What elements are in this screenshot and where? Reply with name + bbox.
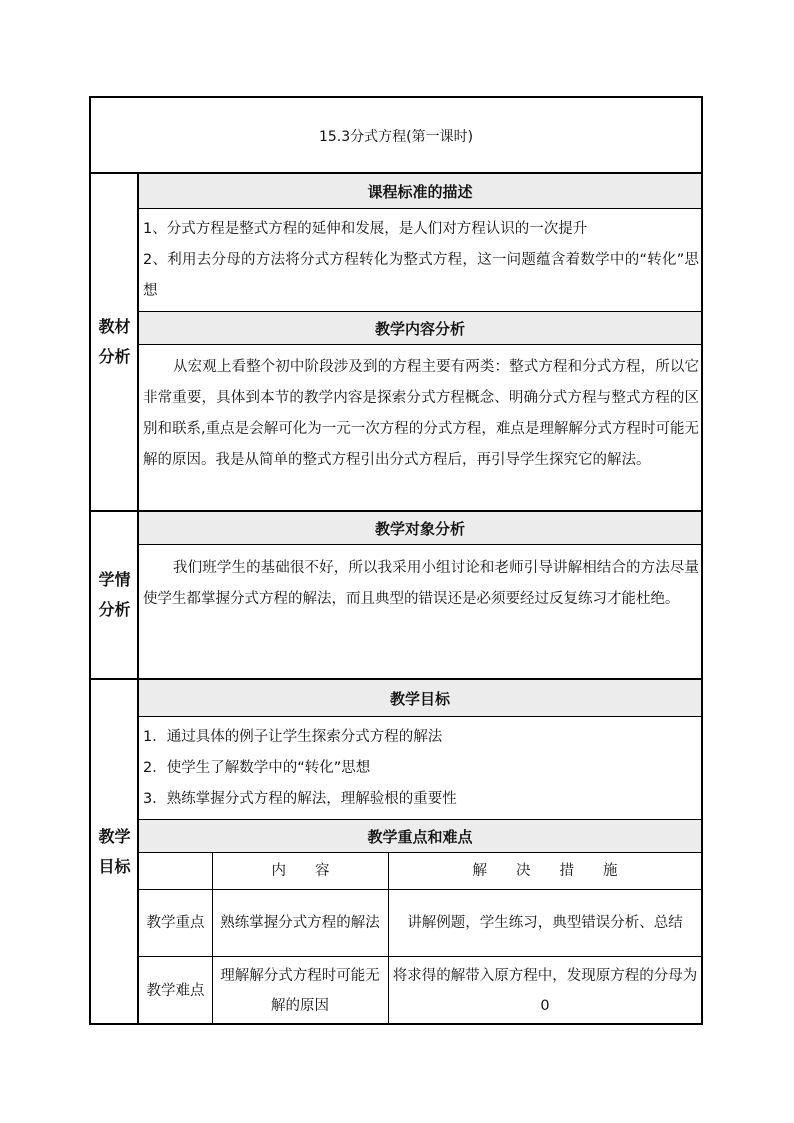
side-label-goals — [91, 680, 138, 1024]
goals-list — [143, 722, 699, 815]
table-cell-content: 理解解分式方程时可能无解的原因 — [220, 967, 380, 1014]
section-head-goals: 教学目标 — [139, 680, 701, 716]
divider — [139, 208, 701, 209]
divider — [139, 544, 701, 545]
side-label-text: 分析 — [98, 347, 131, 366]
table-header-measures: 解 决 措 施 — [472, 863, 618, 879]
divider — [139, 716, 701, 717]
side-label-text: 教材 — [98, 317, 131, 336]
side-label-text: 教学 — [98, 827, 131, 846]
side-label-text: 分析 — [98, 600, 131, 619]
section-head-content: 教学内容分析 — [139, 312, 701, 344]
list-item: 1．通过具体的例子让学生探索分式方程的解法 — [143, 729, 443, 745]
table-row-label: 教学重点 — [146, 915, 205, 931]
list-item: 1、分式方程是整式方程的延伸和发展，是人们对方程认识的一次提升 — [143, 221, 588, 237]
side-label-text: 目标 — [98, 857, 131, 876]
students-paragraph: 我们班学生的基础很不好，所以我采用小组讨论和老师引导讲解相结合的方法尽量使学生都掌握分式方程的解法，而且典型的错误还是必须要经过反复练习才能杜绝。 — [143, 560, 699, 607]
section-head-standard: 课程标准的描述 — [139, 174, 701, 208]
divider — [139, 344, 701, 345]
table-header-content: 内 容 — [271, 863, 330, 879]
list-item: 2、利用去分母的方法将分式方程转化为整式方程，这一问题蕴含着数学中的“转化”思想 — [143, 252, 699, 299]
side-label-students — [91, 512, 138, 678]
section-head-keypoints: 教学重点和难点 — [139, 820, 701, 852]
section-head-students: 教学对象分析 — [139, 512, 701, 544]
table-cell-content: 熟练掌握分式方程的解法 — [220, 915, 380, 931]
content-analysis-paragraph: 从宏观上看整个初中阶段涉及到的方程主要有两类：整式方程和分式方程，所以它非常重要，具体到本节的教学内容是探索分式方程概念、明确分式方程与整式方程的区别和联系,重点是会解可化为一元一次方程的分式方程，难点是理解解分式方程时可能无解的原因。我是从简单的整式方程引出分式方程后，再引导学生探究它的解法。 — [143, 359, 699, 468]
side-label-material — [91, 174, 138, 510]
list-item: 3．熟练掌握分式方程的解法，理解验根的重要性 — [143, 791, 457, 807]
list-item: 2．使学生了解数学中的“转化”思想 — [143, 760, 371, 776]
lesson-plan-table — [89, 96, 703, 1025]
table-cell-measures: 将求得的解带入原方程中，发现原方程的分母为 0 — [392, 967, 698, 1014]
table-row-label: 教学难点 — [146, 982, 205, 999]
page-title: 15.3分式方程(第一课时) — [318, 129, 474, 145]
side-label-text: 学情 — [98, 570, 131, 589]
standard-list — [143, 214, 699, 307]
table-cell-measures: 讲解例题，学生练习，典型错误分析、总结 — [407, 915, 683, 931]
